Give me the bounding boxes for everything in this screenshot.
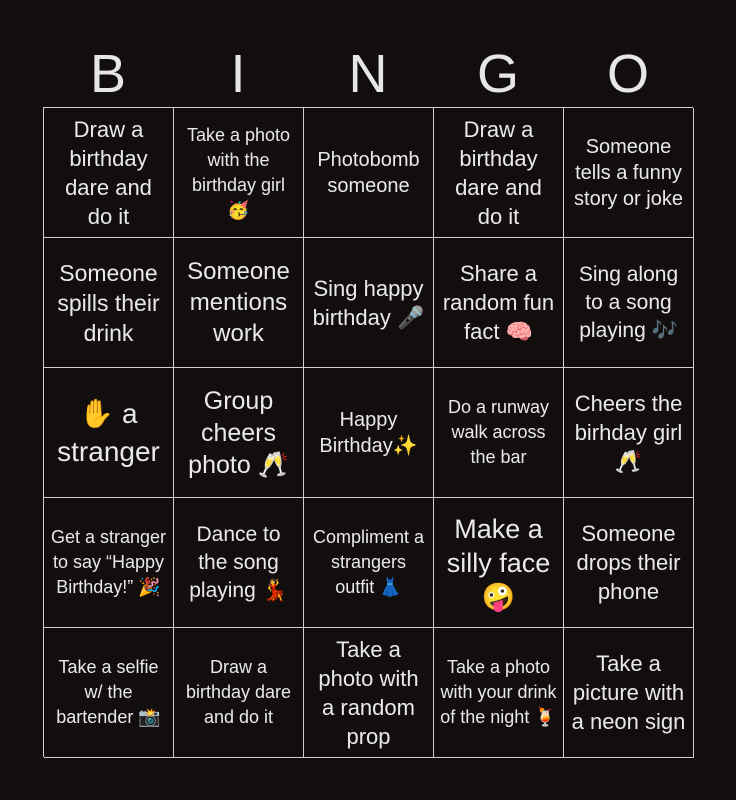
bingo-cell-r1-c1[interactable]	[44, 108, 174, 238]
bingo-cell-r1-c3[interactable]	[304, 108, 434, 238]
bingo-cell-text: Dance to the song playing 💃	[189, 522, 288, 602]
bingo-cell-r5-c4[interactable]	[434, 628, 564, 758]
bingo-cell-text: Sing happy birthday 🎤	[312, 275, 425, 330]
bingo-cell-r3-c1[interactable]	[44, 368, 174, 498]
bingo-cell-r4-c2[interactable]	[174, 498, 304, 628]
bingo-cell-r1-c5[interactable]	[564, 108, 694, 238]
header-letter-g: G	[476, 44, 519, 104]
header-letter-b: B	[89, 44, 127, 104]
bingo-cell-r4-c3[interactable]	[304, 498, 434, 628]
bingo-cell-text: Draw a birthday dare and do it	[65, 116, 152, 229]
bingo-cell-r2-c2[interactable]	[174, 238, 304, 368]
bingo-cell-text: Take a photo with a random prop	[318, 636, 419, 749]
bingo-cell-text: Share a random fun fact 🧠	[442, 261, 555, 344]
bingo-cell-r2-c1[interactable]	[44, 238, 174, 368]
bingo-cell-r1-c4[interactable]	[434, 108, 564, 238]
bingo-cell-text: Cheers the birhday girl 🥂	[574, 391, 683, 474]
bingo-cell-text: Make a silly face🤪	[446, 513, 551, 612]
bingo-cell-r5-c5[interactable]	[564, 628, 694, 758]
bingo-cell-text: Take a photo with the birthday girl 🥳	[186, 124, 291, 220]
bingo-cell-text: Photobomb someone	[317, 148, 420, 197]
bingo-cell-r1-c2[interactable]	[174, 108, 304, 238]
bingo-cell-r2-c5[interactable]	[564, 238, 694, 368]
bingo-cell-text: Get a stranger to say “Happy Birthday!” 🎉	[50, 527, 167, 597]
bingo-cell-r5-c2[interactable]	[174, 628, 304, 758]
bingo-cell-text: Sing along to a song playing 🎶	[578, 262, 679, 342]
bingo-cell-text: Happy Birthday✨	[319, 408, 418, 457]
bingo-card-grid	[43, 107, 693, 757]
bingo-cell-r4-c1[interactable]	[44, 498, 174, 628]
bingo-cell-text: Take a selfie w/ the bartender 📸	[56, 657, 161, 727]
bingo-cell-r3-c2[interactable]	[174, 368, 304, 498]
bingo-cell-r2-c4[interactable]	[434, 238, 564, 368]
bingo-cell-r4-c4[interactable]	[434, 498, 564, 628]
bingo-cell-r5-c3[interactable]	[304, 628, 434, 758]
bingo-cell-r2-c3[interactable]	[304, 238, 434, 368]
bingo-cell-r3-c5[interactable]	[564, 368, 694, 498]
bingo-cell-r3-c4[interactable]	[434, 368, 564, 498]
bingo-cell-text: Draw a birthday dare and do it	[185, 657, 292, 727]
bingo-cell-text: Group cheers photo 🥂	[188, 386, 289, 479]
bingo-cell-text: Draw a birthday dare and do it	[455, 116, 542, 229]
bingo-cell-text: Someone mentions work	[187, 258, 290, 347]
bingo-cell-text: Someone spills their drink	[57, 259, 160, 346]
bingo-cell-text: Do a runway walk across the bar	[447, 397, 550, 467]
bingo-cell-text: Someone drops their phone	[576, 521, 681, 604]
bingo-header	[43, 42, 693, 106]
bingo-cell-r4-c5[interactable]	[564, 498, 694, 628]
bingo-cell-text: Take a photo with your drink of the night 🍹	[440, 657, 557, 727]
header-letter-n: N	[348, 44, 388, 104]
bingo-cell-text: Compliment a strangers outfit 👗	[312, 527, 425, 597]
bingo-cell-r3-c3[interactable]	[304, 368, 434, 498]
bingo-cell-text: Take a picture with a neon sign	[571, 651, 686, 734]
bingo-cell-r5-c1[interactable]	[44, 628, 174, 758]
header-letter-i: I	[230, 44, 246, 104]
bingo-cell-text: Someone tells a funny story or joke	[574, 135, 683, 210]
header-letter-o: O	[606, 44, 649, 104]
bingo-cell-text: ✋ a stranger	[57, 397, 160, 467]
